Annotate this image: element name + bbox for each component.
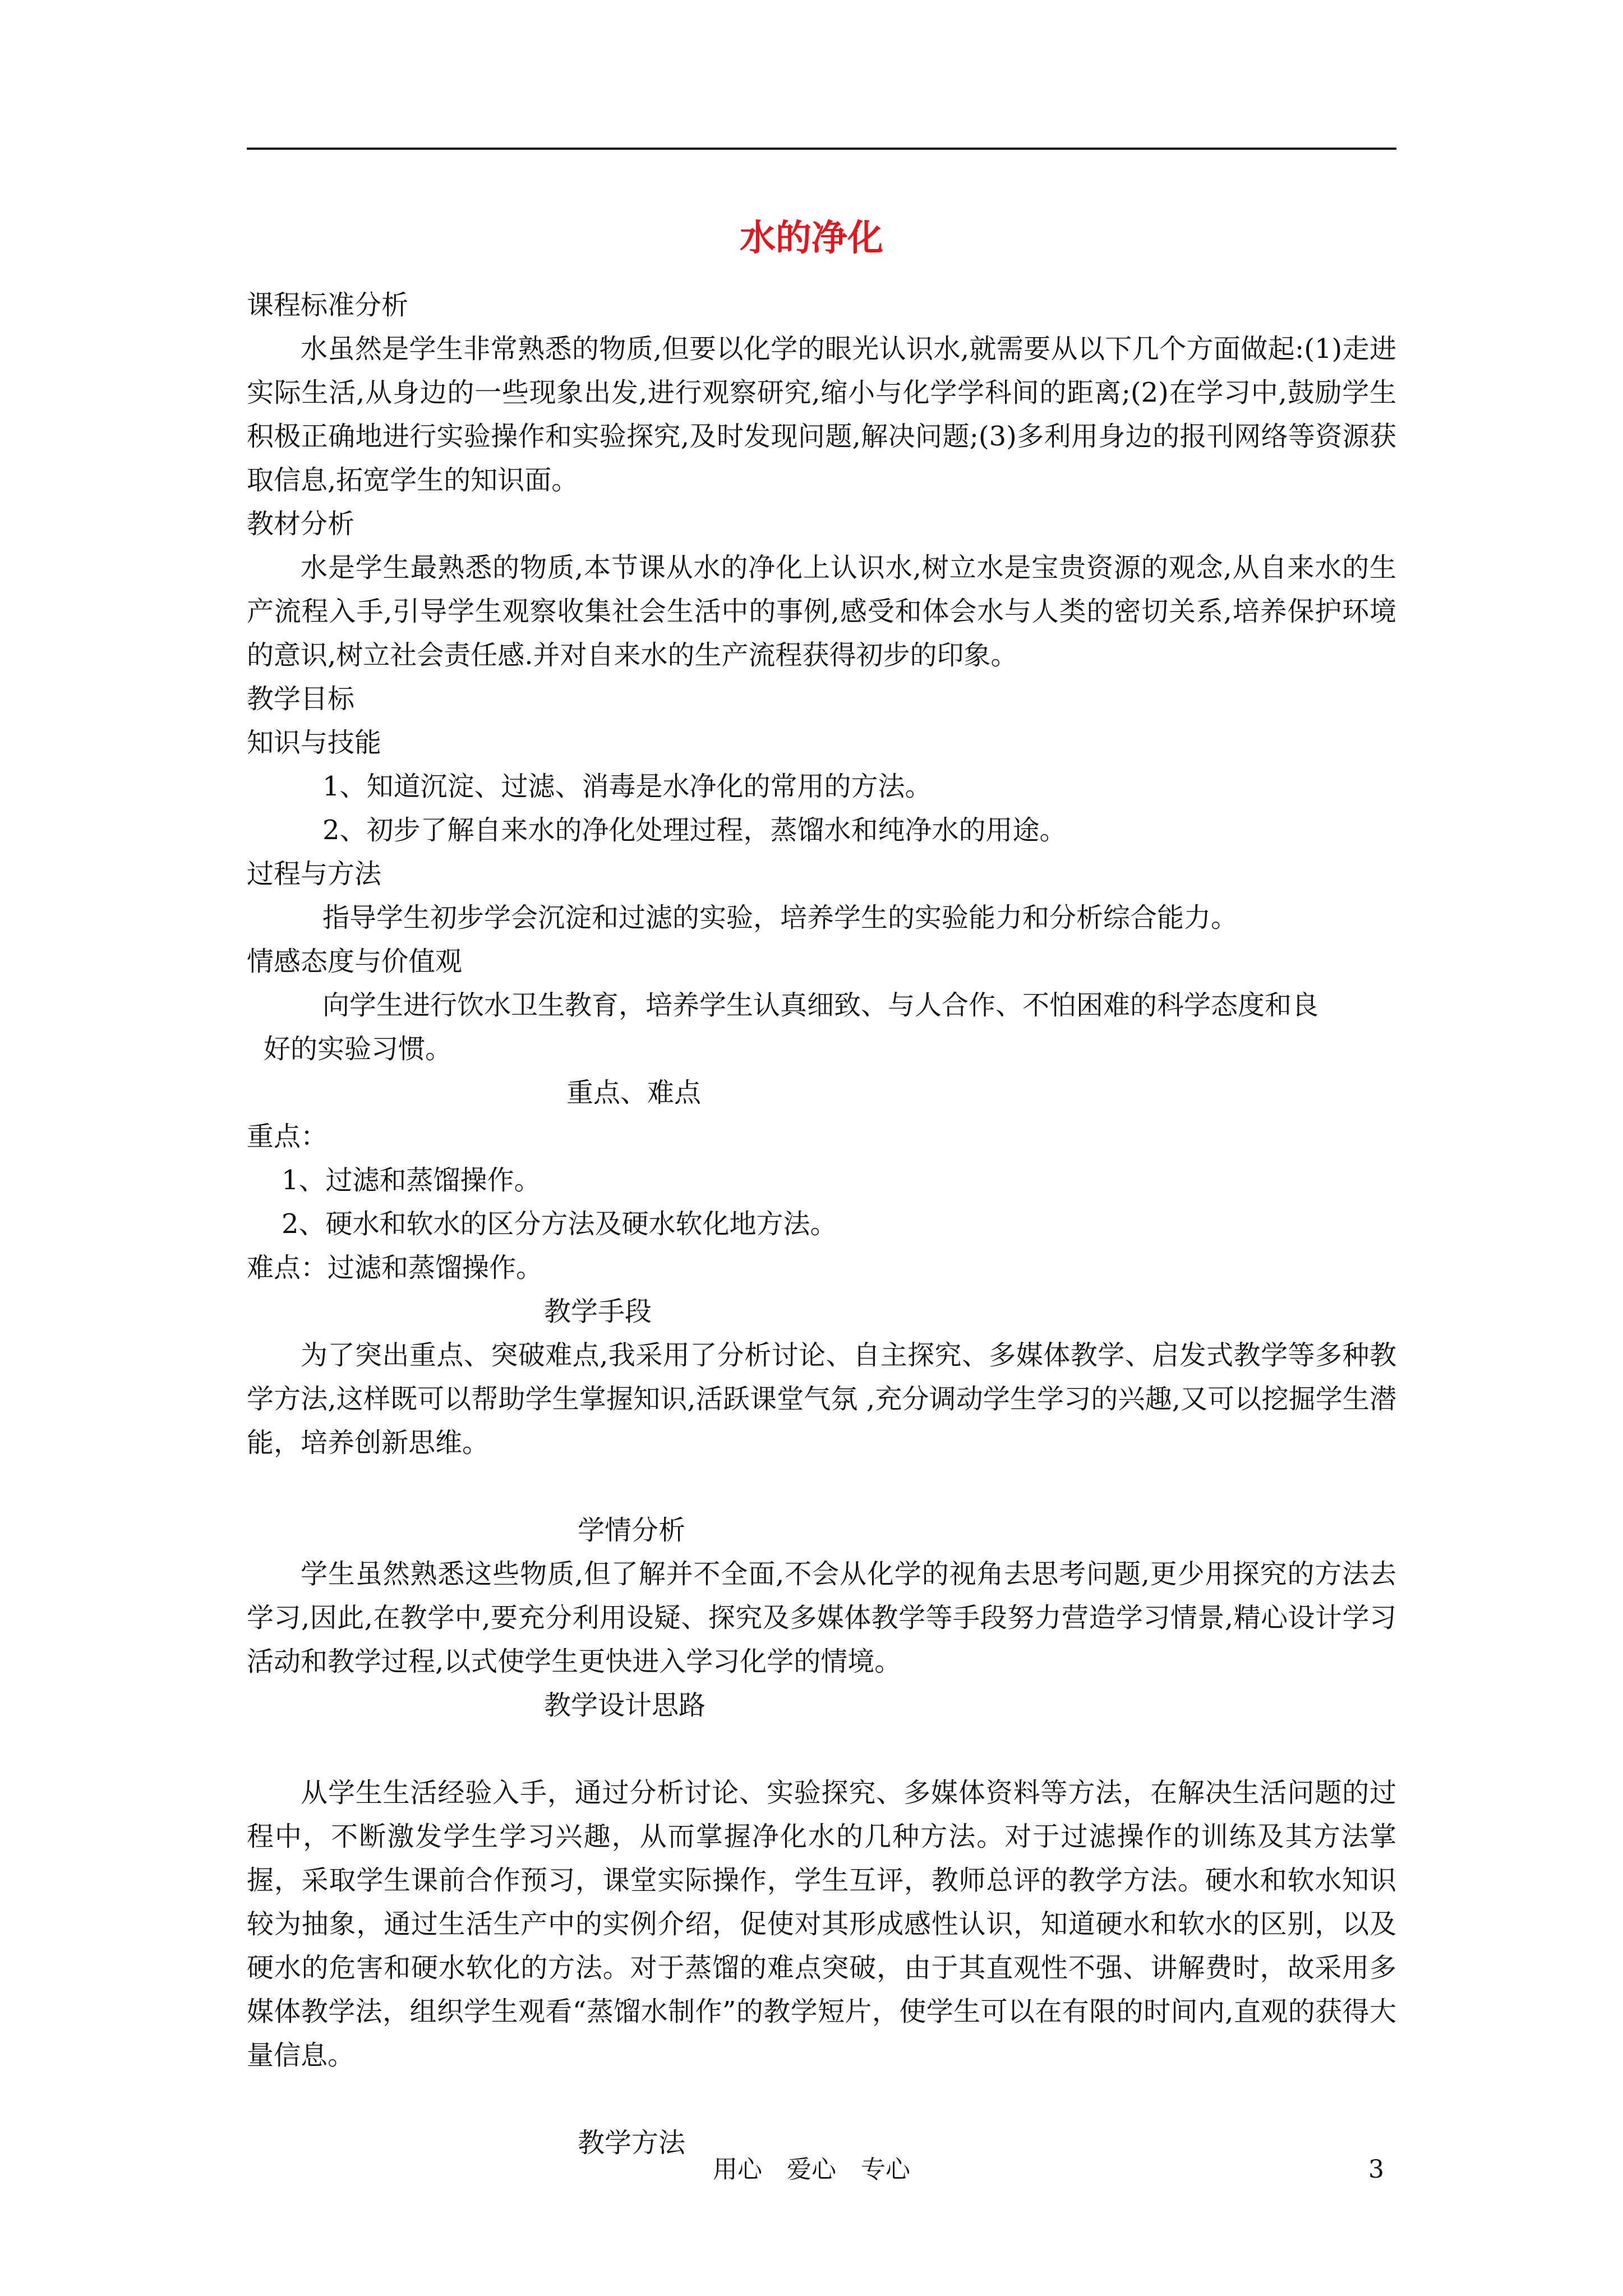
means-heading: 教学手段 [544, 1296, 652, 1327]
attitude-paragraph-line-2: 好的实验习惯。 [264, 1033, 453, 1065]
method-heading: 教学方法 [578, 2127, 686, 2159]
curriculum-heading: 课程标准分析 [247, 289, 409, 321]
difficulty-line: 难点：过滤和蒸馏操作。 [247, 1252, 543, 1283]
document-title: 水的净化 [740, 217, 883, 259]
knowledge-item-2: 2、初步了解自来水的净化处理过程，蒸馏水和纯净水的用途。 [322, 815, 1067, 846]
knowledge-item-1: 1、知道沉淀、过滤、消毒是水净化的常用的方法。 [322, 771, 932, 802]
spacer [247, 1727, 1396, 1771]
header-rule [247, 148, 1396, 150]
key-points-label: 重点： [247, 1121, 328, 1152]
students-paragraph: 学生虽然熟悉这些物质,但了解并不全面,不会从化学的视角去思考问题,更少用探究的方法去学习,因此,在教学中,要充分利用设疑、探究及多媒体教学等手段努力营造学习情景,精心设计学习活动和教学过程,以式使学生更快进入学习化学的情境。 [247, 1558, 1396, 1677]
key-point-item-2: 2、硬水和软水的区分方法及硬水软化地方法。 [282, 1208, 837, 1240]
material-paragraph: 水是学生最熟悉的物质,本节课从水的净化上认识水,树立水是宝贵资源的观念,从自来水的生产流程入手,引导学生观察收集社会生活中的事例,感受和体会水与人类的密切关系,培养保护环境的意识,树立社会责任感.并对自来水的生产流程获得初步的印象。 [247, 552, 1396, 671]
attitude-paragraph-line-1: 向学生进行饮水卫生教育，培养学生认真细致、与人合作、不怕困难的科学态度和良 [322, 990, 1319, 1021]
design-paragraph: 从学生生活经验入手，通过分析讨论、实验探究、多媒体资料等方法，在解决生活问题的过程中，不断激发学生学习兴趣，从而掌握净化水的几种方法。对于过滤操作的训练及其方法掌握，采取学生课前合作预习，课堂实际操作，学生互评，教师总评的教学方法。硬水和软水知识较为抽象，通过生活生产中的实例介绍，促使对其形成感性认识，知道硬水和软水的区别，以及硬水的危害和硬水软化的方法。对于蒸馏的难点突破，由于其直观性不强、讲解费时，故采用多媒体教学法，组织学生观看“蒸馏水制作”的教学短片，使学生可以在有限的时间内,直观的获得大量信息。 [247, 1777, 1396, 2071]
curriculum-paragraph: 水虽然是学生非常熟悉的物质,但要以化学的眼光认识水,就需要从以下几个方面做起:(1)走进实际生活,从身边的一些现象出发,进行观察研究,缩小与化学学科间的距离;(2)在学习中,鼓励学生积极正确地进行实验操作和实验探究,及时发现问题,解决问题;(3)多利用身边的报刊网络等资源获取信息,拓宽学生的知识面。 [247, 333, 1396, 496]
process-paragraph: 指导学生初步学会沉淀和过滤的实验，培养学生的实验能力和分析综合能力。 [322, 902, 1238, 933]
spacer [247, 1465, 1396, 1508]
students-heading: 学情分析 [578, 1515, 686, 1546]
spacer [247, 2077, 1396, 2121]
process-heading: 过程与方法 [247, 858, 382, 890]
attitude-heading: 情感态度与价值观 [247, 946, 463, 977]
key-point-item-1: 1、过滤和蒸馏操作。 [282, 1165, 541, 1196]
material-heading: 教材分析 [247, 508, 355, 540]
goals-heading: 教学目标 [247, 683, 355, 715]
document-body [247, 283, 1396, 2165]
design-heading: 教学设计思路 [544, 1690, 706, 1721]
page-number: 3 [1368, 2155, 1384, 2184]
footer-motto: 用心 爱心 专心 [713, 2155, 910, 2184]
knowledge-heading: 知识与技能 [247, 727, 382, 758]
key-difficulty-heading: 重点、难点 [566, 1077, 702, 1108]
means-paragraph: 为了突出重点、突破难点,我采用了分析讨论、自主探究、多媒体教学、启发式教学等多种教学方法,这样既可以帮助学生掌握知识,活跃课堂气氛 ,充分调动学生学习的兴趣,又可以挖掘学生潜能，培养创新思维。 [247, 1340, 1396, 1458]
